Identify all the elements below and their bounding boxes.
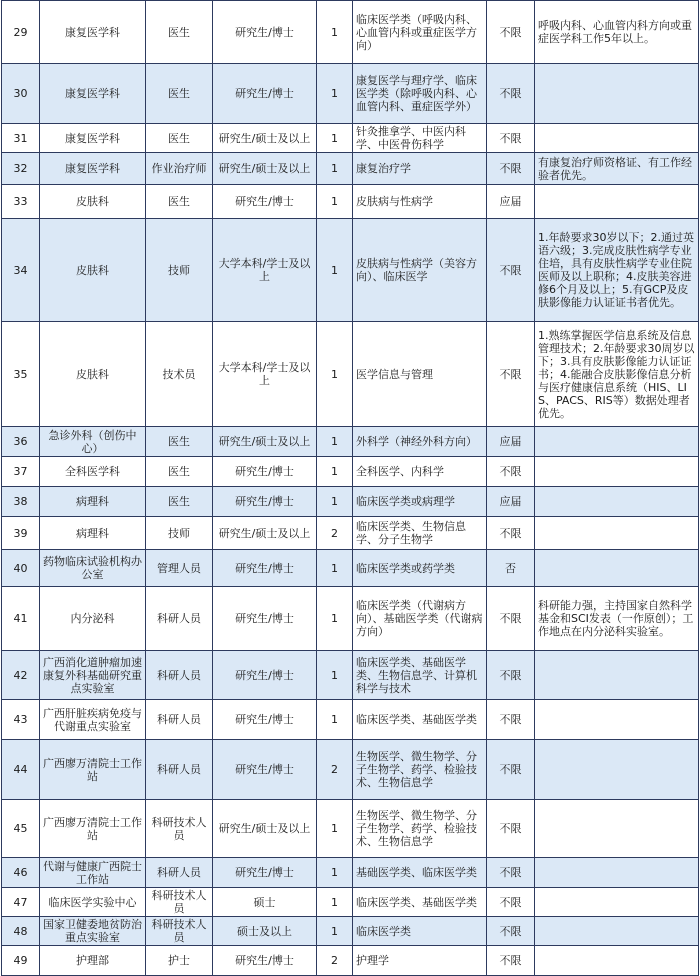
department-cell: 临床医学实验中心: [40, 888, 146, 917]
major-cell: 基础医学类、临床医学类: [353, 858, 487, 888]
graduate-type-cell: 不限: [487, 740, 535, 800]
position-cell: 管理人员: [146, 550, 213, 587]
row-number-cell: 33: [2, 185, 40, 219]
education-cell: 大学本科/学士及以上: [213, 322, 317, 427]
education-cell: 研究生/硕士及以上: [213, 427, 317, 457]
table-row: [2, 517, 699, 550]
row-number-cell: 44: [2, 740, 40, 800]
headcount-cell: 2: [317, 740, 353, 800]
headcount-cell: 1: [317, 858, 353, 888]
headcount-cell: 1: [317, 64, 353, 124]
position-cell: 医生: [146, 457, 213, 487]
department-cell: 内分泌科: [40, 587, 146, 651]
table-row: [2, 219, 699, 322]
graduate-type-cell: 应届: [487, 185, 535, 219]
requirements-cell: [535, 800, 699, 858]
requirements-cell: 呼吸内科、心血管内科方向或重症医学科工作5年以上。: [535, 1, 699, 64]
requirements-cell: 科研能力强，主持国家自然科学基金和SCI发表（一作原创）；工作地点在内分泌科实验室。: [535, 587, 699, 651]
recruitment-table-sheet: [1, 0, 698, 967]
requirements-cell: [535, 651, 699, 700]
department-cell: 广西肝脏疾病免疫与代谢重点实验室: [40, 700, 146, 740]
row-number-cell: 30: [2, 64, 40, 124]
position-cell: 作业治疗师: [146, 153, 213, 185]
position-cell: 科研人员: [146, 651, 213, 700]
department-cell: 皮肤科: [40, 219, 146, 322]
table-row: [2, 322, 699, 427]
graduate-type-cell: 不限: [487, 517, 535, 550]
position-cell: 医生: [146, 427, 213, 457]
table-row: [2, 64, 699, 124]
row-number-cell: 29: [2, 1, 40, 64]
department-cell: 康复医学科: [40, 1, 146, 64]
position-cell: 医生: [146, 64, 213, 124]
requirements-cell: [535, 64, 699, 124]
row-number-cell: 32: [2, 153, 40, 185]
education-cell: 研究生/硕士及以上: [213, 517, 317, 550]
headcount-cell: 2: [317, 517, 353, 550]
row-number-cell: 36: [2, 427, 40, 457]
position-cell: 科研人员: [146, 587, 213, 651]
position-cell: 医生: [146, 185, 213, 219]
headcount-cell: 1: [317, 800, 353, 858]
graduate-type-cell: 不限: [487, 124, 535, 153]
education-cell: 研究生/博士: [213, 587, 317, 651]
headcount-cell: 1: [317, 587, 353, 651]
graduate-type-cell: 不限: [487, 153, 535, 185]
department-cell: 广西消化道肿瘤加速康复外科基础研究重点实验室: [40, 651, 146, 700]
major-cell: 临床医学类、基础医学类: [353, 888, 487, 917]
table-row: [2, 888, 699, 917]
requirements-cell: 1.熟练掌握医学信息系统及信息管理技术；2.年龄要求30周岁以下；3.具有皮肤影像能力认证证书；4.能融合皮肤影像信息分析与医疗健康信息系统（HIS、LIS、PACS、RIS等）数据处理者优先。: [535, 322, 699, 427]
major-cell: 临床医学类、基础医学类: [353, 700, 487, 740]
graduate-type-cell: 不限: [487, 322, 535, 427]
department-cell: 药物临床试验机构办公室: [40, 550, 146, 587]
position-cell: 医生: [146, 487, 213, 517]
table-row: [2, 946, 699, 976]
row-number-cell: 43: [2, 700, 40, 740]
requirements-cell: [535, 917, 699, 946]
table-body: [2, 1, 699, 976]
headcount-cell: 1: [317, 550, 353, 587]
major-cell: 康复治疗学: [353, 153, 487, 185]
headcount-cell: 1: [317, 1, 353, 64]
table-row: [2, 550, 699, 587]
table-row: [2, 700, 699, 740]
position-cell: 科研人员: [146, 700, 213, 740]
major-cell: 临床医学类或药学类: [353, 550, 487, 587]
headcount-cell: 1: [317, 700, 353, 740]
row-number-cell: 46: [2, 858, 40, 888]
requirements-cell: [535, 740, 699, 800]
requirements-cell: [535, 550, 699, 587]
education-cell: 研究生/硕士及以上: [213, 153, 317, 185]
department-cell: 代谢与健康广西院士工作站: [40, 858, 146, 888]
requirements-cell: [535, 888, 699, 917]
graduate-type-cell: 应届: [487, 427, 535, 457]
table-row: [2, 740, 699, 800]
graduate-type-cell: 不限: [487, 800, 535, 858]
graduate-type-cell: 不限: [487, 219, 535, 322]
headcount-cell: 1: [317, 888, 353, 917]
education-cell: 研究生/博士: [213, 700, 317, 740]
position-cell: 科研技术人员: [146, 917, 213, 946]
row-number-cell: 39: [2, 517, 40, 550]
major-cell: 康复医学与理疗学、临床医学类（除呼吸内科、心血管内科、重症医学外）: [353, 64, 487, 124]
requirements-cell: [535, 858, 699, 888]
position-cell: 医生: [146, 1, 213, 64]
row-number-cell: 48: [2, 917, 40, 946]
graduate-type-cell: 不限: [487, 858, 535, 888]
graduate-type-cell: 应届: [487, 487, 535, 517]
graduate-type-cell: 不限: [487, 587, 535, 651]
table-row: [2, 651, 699, 700]
major-cell: 临床医学类、生物信息学、分子生物学: [353, 517, 487, 550]
department-cell: 康复医学科: [40, 64, 146, 124]
position-cell: 科研技术人员: [146, 800, 213, 858]
major-cell: 临床医学类（代谢病方向）、基础医学类（代谢病方向）: [353, 587, 487, 651]
table-row: [2, 153, 699, 185]
education-cell: 研究生/博士: [213, 740, 317, 800]
table-row: [2, 917, 699, 946]
education-cell: 研究生/博士: [213, 858, 317, 888]
row-number-cell: 38: [2, 487, 40, 517]
headcount-cell: 2: [317, 946, 353, 976]
table-row: [2, 124, 699, 153]
education-cell: 研究生/博士: [213, 185, 317, 219]
education-cell: 研究生/硕士及以上: [213, 124, 317, 153]
major-cell: 临床医学类（呼吸内科、心血管内科或重症医学方向）: [353, 1, 487, 64]
row-number-cell: 41: [2, 587, 40, 651]
requirements-cell: [535, 517, 699, 550]
graduate-type-cell: 不限: [487, 64, 535, 124]
row-number-cell: 37: [2, 457, 40, 487]
education-cell: 研究生/硕士及以上: [213, 800, 317, 858]
major-cell: 临床医学类、基础医学类、生物信息学、计算机科学与技术: [353, 651, 487, 700]
education-cell: 研究生/博士: [213, 64, 317, 124]
education-cell: 研究生/博士: [213, 487, 317, 517]
table-row: [2, 1, 699, 64]
department-cell: 全科医学科: [40, 457, 146, 487]
education-cell: 大学本科/学士及以上: [213, 219, 317, 322]
department-cell: 护理部: [40, 946, 146, 976]
headcount-cell: 1: [317, 917, 353, 946]
major-cell: 护理学: [353, 946, 487, 976]
headcount-cell: 1: [317, 651, 353, 700]
major-cell: 医学信息与管理: [353, 322, 487, 427]
row-number-cell: 40: [2, 550, 40, 587]
requirements-cell: 1.年龄要求30岁以下；2.通过英语六级；3.完成皮肤性病学专业住培，具有皮肤性病学专业住院医师及以上职称；4.皮肤美容进修6个月及以上；5.有GCP及皮肤影像能力认证证书者优先。: [535, 219, 699, 322]
major-cell: 针灸推拿学、中医内科学、中医骨伤科学: [353, 124, 487, 153]
table-row: [2, 858, 699, 888]
headcount-cell: 1: [317, 124, 353, 153]
graduate-type-cell: 不限: [487, 700, 535, 740]
department-cell: 急诊外科（创伤中心）: [40, 427, 146, 457]
requirements-cell: [535, 457, 699, 487]
graduate-type-cell: 不限: [487, 1, 535, 64]
department-cell: 康复医学科: [40, 153, 146, 185]
department-cell: 国家卫健委地贫防治重点实验室: [40, 917, 146, 946]
graduate-type-cell: 否: [487, 550, 535, 587]
row-number-cell: 35: [2, 322, 40, 427]
graduate-type-cell: 不限: [487, 651, 535, 700]
position-cell: 科研人员: [146, 858, 213, 888]
position-cell: 技术员: [146, 322, 213, 427]
table-row: [2, 185, 699, 219]
requirements-cell: [535, 427, 699, 457]
department-cell: 广西廖万清院士工作站: [40, 800, 146, 858]
education-cell: 研究生/博士: [213, 550, 317, 587]
headcount-cell: 1: [317, 487, 353, 517]
department-cell: 广西廖万清院士工作站: [40, 740, 146, 800]
position-cell: 医生: [146, 124, 213, 153]
row-number-cell: 47: [2, 888, 40, 917]
requirements-cell: [535, 185, 699, 219]
position-cell: 科研技术人员: [146, 888, 213, 917]
major-cell: 临床医学类: [353, 917, 487, 946]
headcount-cell: 1: [317, 322, 353, 427]
requirements-cell: [535, 487, 699, 517]
department-cell: 康复医学科: [40, 124, 146, 153]
major-cell: 生物医学、微生物学、分子生物学、药学、检验技术、生物信息学: [353, 800, 487, 858]
education-cell: 研究生/博士: [213, 946, 317, 976]
requirements-cell: [535, 124, 699, 153]
row-number-cell: 45: [2, 800, 40, 858]
requirements-cell: [535, 946, 699, 976]
headcount-cell: 1: [317, 153, 353, 185]
table-row: [2, 457, 699, 487]
table-row: [2, 487, 699, 517]
graduate-type-cell: 不限: [487, 457, 535, 487]
headcount-cell: 1: [317, 457, 353, 487]
headcount-cell: 1: [317, 427, 353, 457]
position-cell: 科研人员: [146, 740, 213, 800]
requirements-cell: [535, 700, 699, 740]
education-cell: 研究生/博士: [213, 1, 317, 64]
department-cell: 皮肤科: [40, 322, 146, 427]
department-cell: 病理科: [40, 517, 146, 550]
major-cell: 全科医学、内科学: [353, 457, 487, 487]
department-cell: 皮肤科: [40, 185, 146, 219]
education-cell: 研究生/博士: [213, 651, 317, 700]
table-row: [2, 427, 699, 457]
major-cell: 生物医学、微生物学、分子生物学、药学、检验技术、生物信息学: [353, 740, 487, 800]
recruitment-table: [1, 0, 699, 976]
headcount-cell: 1: [317, 185, 353, 219]
row-number-cell: 42: [2, 651, 40, 700]
major-cell: 皮肤病与性病学（美容方向）、临床医学: [353, 219, 487, 322]
table-row: [2, 587, 699, 651]
major-cell: 皮肤病与性病学: [353, 185, 487, 219]
graduate-type-cell: 不限: [487, 888, 535, 917]
headcount-cell: 1: [317, 219, 353, 322]
major-cell: 临床医学类或病理学: [353, 487, 487, 517]
position-cell: 技师: [146, 517, 213, 550]
row-number-cell: 49: [2, 946, 40, 976]
department-cell: 病理科: [40, 487, 146, 517]
graduate-type-cell: 不限: [487, 946, 535, 976]
education-cell: 研究生/博士: [213, 457, 317, 487]
education-cell: 硕士及以上: [213, 917, 317, 946]
graduate-type-cell: 不限: [487, 917, 535, 946]
table-row: [2, 800, 699, 858]
major-cell: 外科学（神经外科方向）: [353, 427, 487, 457]
row-number-cell: 31: [2, 124, 40, 153]
row-number-cell: 34: [2, 219, 40, 322]
position-cell: 护士: [146, 946, 213, 976]
requirements-cell: 有康复治疗师资格证、有工作经验者优先。: [535, 153, 699, 185]
position-cell: 技师: [146, 219, 213, 322]
education-cell: 硕士: [213, 888, 317, 917]
